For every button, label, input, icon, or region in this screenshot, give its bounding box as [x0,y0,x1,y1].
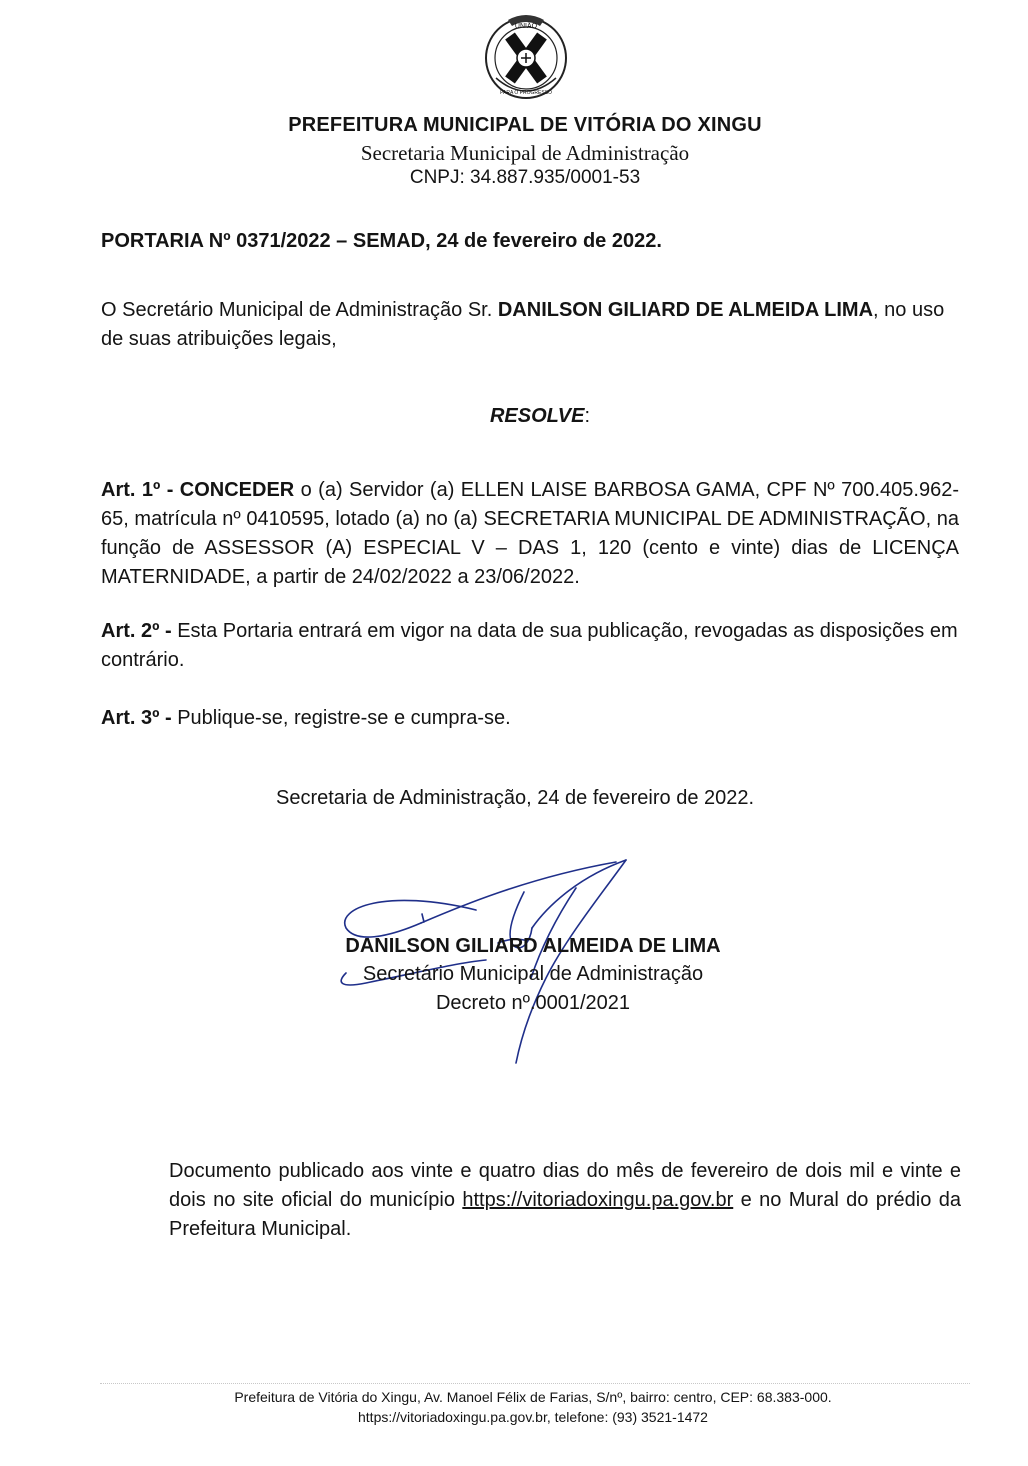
footer-address: Prefeitura de Vitória do Xingu, Av. Manoel Félix de Farias, S/nº, bairro: centro, CEP: 68.383-000. [234,1389,832,1405]
footer-contact: https://vitoriadoxingu.pa.gov.br, telefone: (93) 3521-1472 [358,1409,708,1425]
article-1-verb: CONCEDER [179,479,295,501]
org-name: PREFEITURA MUNICIPAL DE VITÓRIA DO XINGU [288,114,762,136]
article-1 [101,476,959,592]
publication-text-after: e no Mural do prédio da Prefeitura Municipal. [169,1189,961,1240]
article-3 [101,704,959,733]
resolve-label: RESOLVE [489,405,585,427]
publication-note [169,1157,961,1244]
municipality-website-link[interactable]: https://vitoriadoxingu.pa.gov.br [462,1189,734,1211]
article-1-label: Art. 1º - [101,479,180,501]
signer-decree: Decreto nº.0001/2021 [435,992,631,1014]
intro-text-before: O Secretário Municipal de Administração Sr. [101,299,498,321]
portaria-title: PORTARIA Nº 0371/2022 – SEMAD, 24 de fevereiro de 2022. [101,230,662,252]
signer-role: Secretário Municipal de Administração [362,963,704,985]
seal-text-top: UNIÃO [514,23,538,30]
article-1-text: o (a) Servidor (a) ELLEN LAISE BARBOSA GAMA, CPF Nº 700.405.962-65, matrícula nº 0410595, lotado (a) no (a) SECRETARIA MUNICIPAL DE ADMINISTRAÇÃO, na função de ASSESSOR (A) ESPECIAL V – DAS 1, 120 (cento e vinte) dias de LICENÇA MATERNIDADE, a partir de 24/02/2022 a 23/06/2022. [101,479,960,588]
seal-text-bottom: PARA O PROGRESSO [500,90,552,96]
intro-paragraph [101,296,959,354]
intro-secretary-name: DANILSON GILIARD DE ALMEIDA LIMA [497,299,874,321]
article-3-label: Art. 3º - [101,707,178,729]
article-2-label: Art. 2º - [101,620,178,642]
org-cnpj: CNPJ: 34.887.935/0001-53 [409,167,641,188]
publication-text-before: Documento publicado aos vinte e quatro dias do mês de fevereiro de dois mil e vinte e dois no site oficial do município [169,1160,961,1211]
article-2 [101,617,959,675]
intro-text-after: , no uso de suas atribuições legais, [101,299,945,350]
org-secretaria: Secretaria Municipal de Administração [360,141,690,165]
article-3-text: Publique-se, registre-se e cumpra-se. [177,707,511,729]
resolve-suffix: : [584,405,591,427]
municipal-seal-logo [478,8,574,104]
closing-place-date: Secretaria de Administração, 24 de fevereiro de 2022. [276,787,755,809]
resolve-heading [0,405,1028,428]
signer-name: DANILSON GILIARD ALMEIDA DE LIMA [345,935,721,957]
handwritten-signature [326,848,646,1070]
article-2-text: Esta Portaria entrará em vigor na data de sua publicação, revogadas as disposições em contrário. [101,620,958,671]
footer-divider [100,1383,970,1384]
